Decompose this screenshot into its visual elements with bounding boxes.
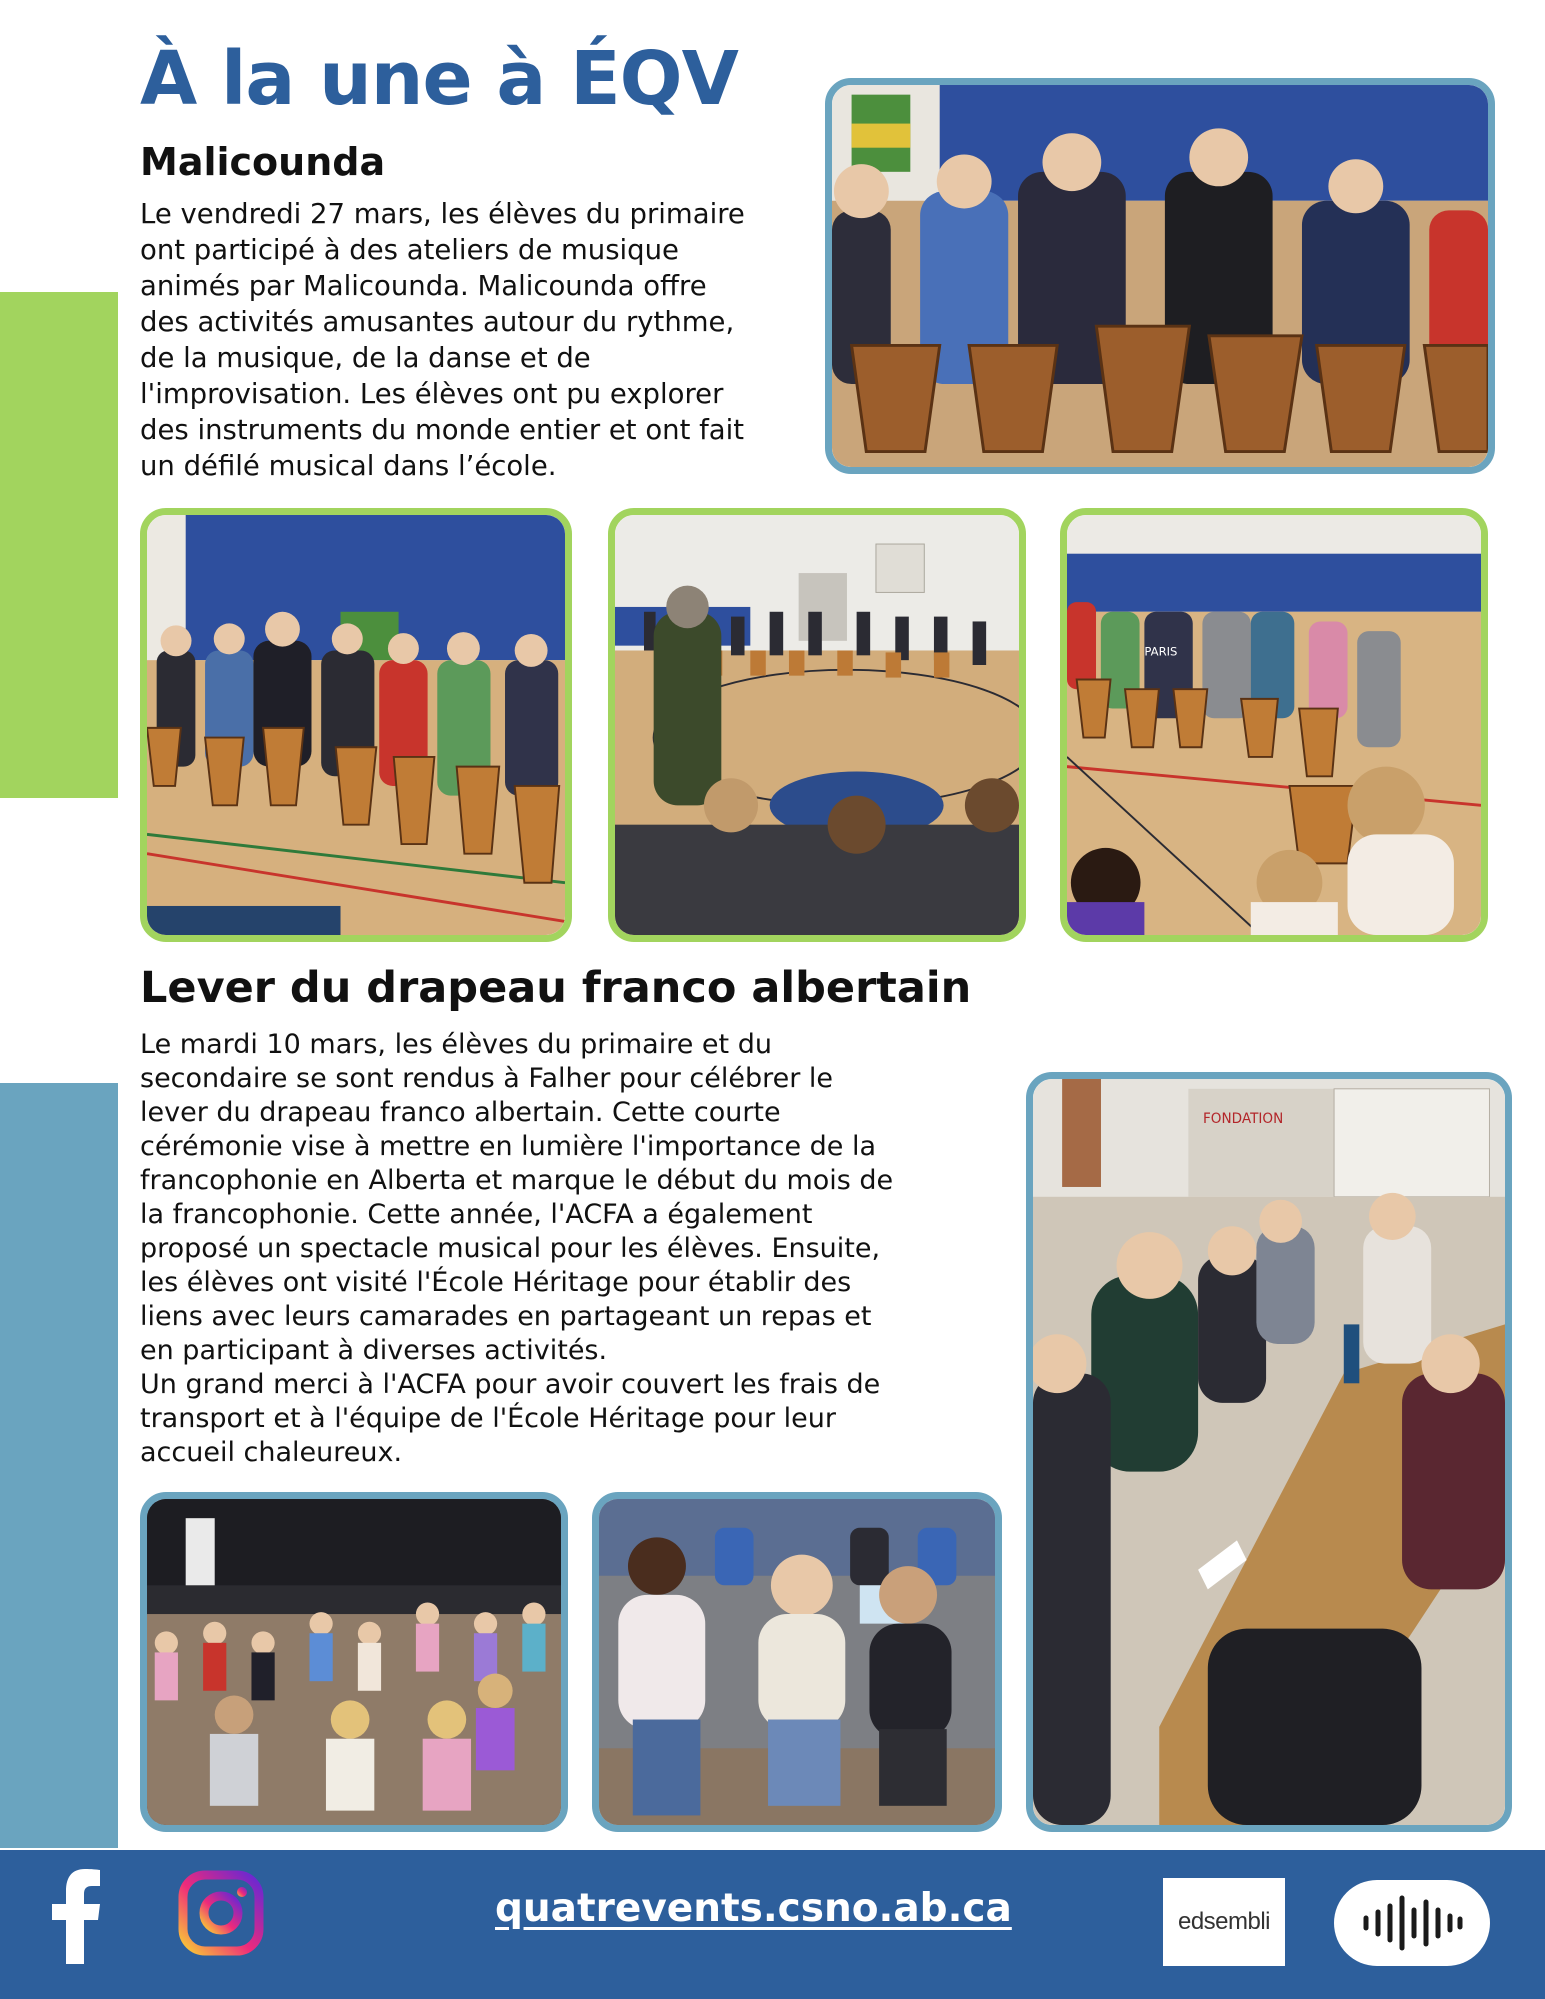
malicounda-text: Le vendredi 27 mars, les élèves du primaire ont participé à des ateliers de musique animés par Malicounda. Malicounda offre des activités amusantes autour du rythme, de la musique, de la danse et de l'improvisation. Les élèves ont pu explorer des instruments du monde entier et ont fait un défilé musical dans l’école.: [140, 198, 745, 482]
photo-drummers-gym: [140, 508, 572, 942]
side-accent-green: [0, 292, 118, 798]
website-link[interactable]: quatrevents.csno.ab.ca: [495, 1886, 1012, 1931]
side-accent-blue: [0, 1083, 118, 1848]
edsembli-logo[interactable]: [1163, 1878, 1285, 1966]
facebook-icon[interactable]: [50, 1868, 102, 1964]
sound-wave-icon: [1334, 1880, 1490, 1966]
photo-shared-meal: [1026, 1072, 1512, 1832]
instagram-icon[interactable]: [178, 1870, 264, 1956]
lever-drapeau-heading: Lever du drapeau franco albertain: [140, 963, 972, 1013]
page-title: À la une à ÉQV: [140, 36, 738, 122]
photo-drum-circle: [825, 78, 1495, 474]
lever-drapeau-text: Le mardi 10 mars, les élèves du primaire et du secondaire se sont rendus à Falher pour célébrer le lever du drapeau franco albertain. Cette courte cérémonie vise à mettre en lumière l'importance de la francophonie en Alberta et marque le début du mois de la francophonie. Cette année, l'ACFA a également proposé un spectacle musical pour les élèves. Ensuite, les élèves ont visité l'École Héritage pour établir des liens avec leurs camarades en partageant un repas et en participant à diverses activités. Un grand merci à l'ACFA pour avoir couvert les frais de transport et à l'équipe de l'École Héritage pour leur accueil chaleureux.: [140, 1029, 894, 1468]
photo-drummers-side: [1060, 508, 1488, 942]
photo-smiling-students: [592, 1492, 1002, 1832]
edsembli-label: edsembli: [1177, 1908, 1271, 1935]
podcast-icon[interactable]: [1334, 1880, 1490, 1966]
svg-text:PARIS: PARIS: [1144, 644, 1178, 659]
malicounda-heading: Malicounda: [140, 140, 386, 184]
svg-text:FONDATION: FONDATION: [1202, 1111, 1284, 1128]
photo-instructor-circle: [608, 508, 1026, 942]
photo-dancing-circle: [140, 1492, 568, 1832]
